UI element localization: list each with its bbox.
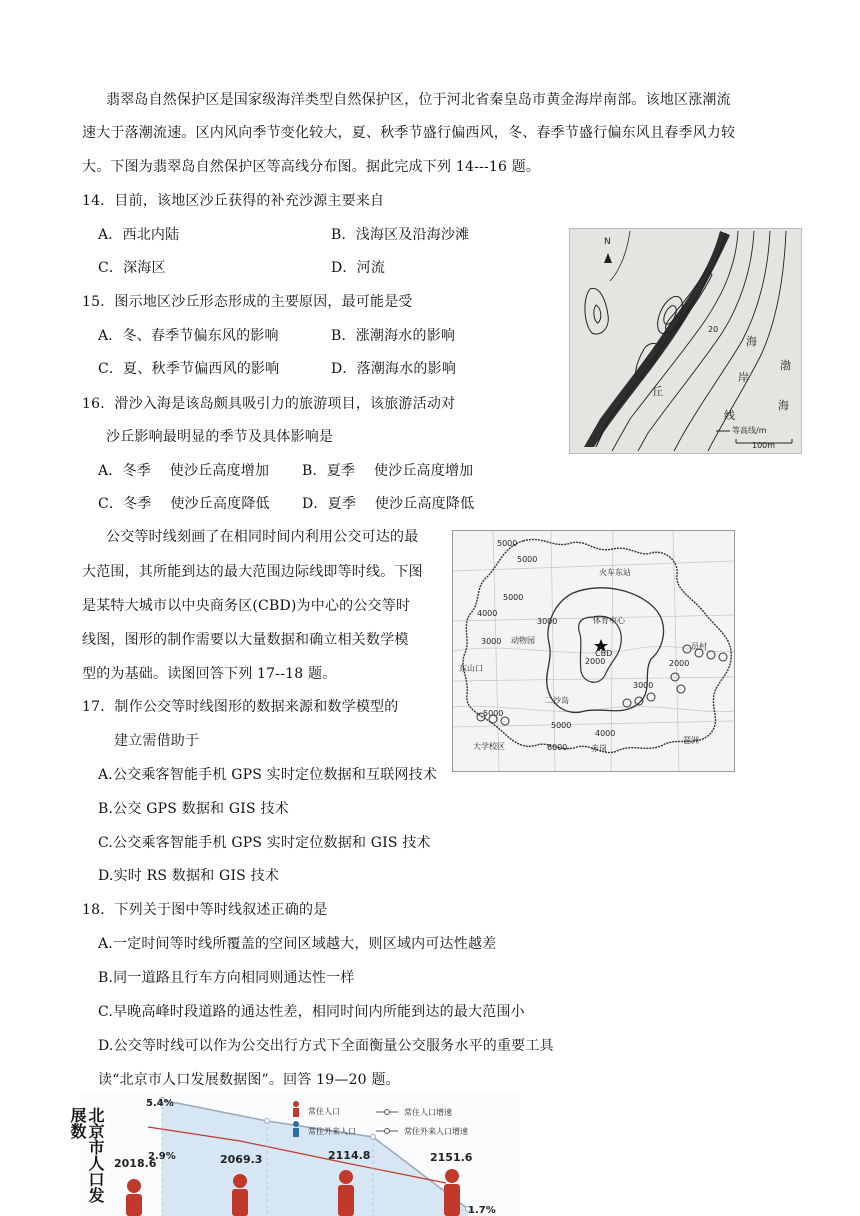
q16-stem-line-1: 16．滑沙入海是该岛颇具吸引力的旅游项目，该旅游活动对: [82, 396, 456, 412]
intro2-line-4: 线图，图形的制作需要以大量数据和确立相关数学模: [82, 632, 409, 648]
q15-option-c: C．夏、秋季节偏西风的影响: [98, 361, 280, 377]
place-chigang: 赤岗: [591, 744, 607, 753]
intro2-line-3: 是某特大城市以中央商务区(CBD)为中心的公交等时: [82, 598, 411, 614]
q16-stem-line-2: 沙丘影响最明显的季节及具体影响是: [106, 429, 334, 445]
isochrone-3000-c: 3000: [633, 681, 654, 690]
place-railway-east: 火车东站: [599, 568, 631, 577]
isochrone-map-figure: [452, 530, 735, 772]
population-label-3: 2114.8: [328, 1149, 371, 1162]
legend-migrant-growth-icon: [376, 1129, 398, 1134]
map1-label-xian: 线: [724, 409, 735, 422]
map1-legend-scale: 100m: [752, 441, 776, 450]
legend-migrant-label: 常住外来人口: [308, 1127, 356, 1136]
isochrone-5000-d: 5000: [483, 709, 504, 718]
intro1-line-1: 翡翠岛自然保护区是国家级海洋类型自然保护区，位于河北省秦皇岛市黄金海岸南部。该地区涨潮流: [106, 92, 731, 108]
isochrone-5000-c: 5000: [503, 593, 524, 602]
north-label: N: [604, 237, 611, 247]
q15-option-b: B．涨潮海水的影响: [331, 328, 456, 344]
map1-contour-value: 20: [708, 325, 719, 334]
legend-resident-label: 常住人口: [308, 1107, 340, 1116]
q14-option-a: A．西北内陆: [98, 227, 180, 243]
q16-option-a: A．冬季 使沙丘高度增加: [98, 463, 270, 479]
isochrone-2000-b: 2000: [669, 659, 690, 668]
q15-option-a: A．冬、春季节偏东风的影响: [98, 328, 279, 344]
place-zoo: 动物园: [511, 636, 535, 645]
isochrone-5000-e: 5000: [551, 721, 572, 730]
q18-option-c: C.早晚高峰时段道路的通达性差，相同时间内所能到达的最大范围小: [98, 1004, 525, 1020]
population-label-4: 2151.6: [430, 1151, 473, 1164]
q16-option-d: D．夏季 使沙丘高度降低: [302, 496, 475, 512]
place-ershadao: 二沙岛: [545, 696, 569, 705]
intro3-text: 读“北京市人口发展数据图”。回答 19—20 题。: [98, 1072, 400, 1088]
place-sports-center: 体育中心: [593, 616, 625, 625]
population-chart: [68, 1093, 520, 1216]
intro1-line-3: 大。下图为翡翠岛自然保护区等高线分布图。据此完成下列 14---16 题。: [82, 159, 541, 175]
person-icon-4: [444, 1169, 460, 1216]
map1-label-hai-2: 海: [778, 399, 789, 412]
q17-option-a: A.公交乘客智能手机 GPS 实时定位数据和互联网技术: [98, 767, 438, 783]
legend-resident-icon: [293, 1101, 299, 1117]
map1-label-dune: 丘: [652, 385, 663, 398]
growth-label-migrant-2015: 2.9%: [148, 1151, 176, 1162]
map1-legend-contour: 等高线/m: [732, 426, 767, 435]
contour-map-drawing: [570, 229, 801, 453]
isochrone-6000: 6000: [547, 743, 568, 752]
q17-option-c: C.公交乘客智能手机 GPS 实时定位数据和 GIS 技术: [98, 835, 431, 851]
intro2-line-1: 公交等时线刻画了在相同时间内利用公交可达的最: [106, 529, 419, 545]
contour-map-figure: [569, 228, 802, 454]
person-icon-2: [232, 1174, 248, 1216]
isochrone-4000-b: 4000: [595, 729, 616, 738]
isochrone-5000-b: 5000: [517, 555, 538, 564]
legend-migrant-growth-label: 常住外来人口增速: [404, 1127, 468, 1136]
place-dongshankou: 东山口: [459, 664, 483, 673]
growth-label-2015: 5.4%: [146, 1098, 174, 1109]
isochrone-3000-a: 3000: [481, 637, 502, 646]
map1-label-an: 岸: [738, 371, 749, 384]
person-icon-1: [126, 1179, 142, 1216]
growth-label-last: 1.7%: [468, 1205, 496, 1216]
q18-stem: 18．下列关于图中等时线叙述正确的是: [82, 902, 328, 918]
legend-resident-growth-label: 常住人口增速: [404, 1108, 452, 1117]
intro2-line-5: 型的为基础。读图回答下列 17--18 题。: [82, 666, 337, 682]
place-yuancun: 员村: [691, 642, 707, 651]
intro2-line-2: 大范围，其所能到达的最大范围边际线即等时线。下图: [82, 564, 423, 580]
place-university: 大学校区: [473, 742, 505, 751]
q17-stem-line-2: 建立需借助于: [114, 733, 200, 749]
q15-option-d: D．落潮海水的影响: [331, 361, 457, 377]
q18-option-a: A.一定时间等时线所覆盖的空间区域越大，则区域内可达性越差: [98, 936, 497, 952]
population-label-1: 2018.6: [114, 1157, 157, 1170]
legend-resident-growth-icon: [376, 1110, 398, 1115]
chart-title: 北京市人口发展数: [68, 1107, 105, 1203]
q14-stem: 14．目前，该地区沙丘获得的补充沙源主要来自: [82, 193, 385, 209]
q14-option-b: B．浅海区及沿海沙滩: [331, 227, 470, 243]
q17-stem-line-1: 17．制作公交等时线图形的数据来源和数学模型的: [82, 699, 399, 715]
q17-option-d: D.实时 RS 数据和 GIS 技术: [98, 868, 280, 884]
map1-label-hai: 海: [746, 335, 757, 348]
q18-option-b: B.同一道路且行车方向相同则通达性一样: [98, 970, 355, 986]
q17-option-b: B.公交 GPS 数据和 GIS 技术: [98, 801, 289, 817]
q16-option-b: B．夏季 使沙丘高度增加: [302, 463, 474, 479]
legend-migrant-icon: [293, 1121, 299, 1137]
population-label-2: 2069.3: [220, 1153, 263, 1166]
q14-option-c: C．深海区: [98, 260, 166, 276]
q15-stem: 15．图示地区沙丘形态形成的主要原因，最可能是受: [82, 294, 413, 310]
place-cbd: CBD: [595, 649, 613, 658]
map1-label-bo: 渤: [780, 359, 791, 372]
q16-option-c: C．冬季 使沙丘高度降低: [98, 496, 270, 512]
person-icon-3: [338, 1170, 354, 1216]
isochrone-5000-a: 5000: [497, 539, 518, 548]
q14-option-d: D．河流: [331, 260, 386, 276]
intro1-line-2: 速大于落潮流速。区内风向季节变化较大，夏、秋季节盛行偏西风，冬、春季节盛行偏东风且春季风力较: [82, 125, 736, 141]
place-pazhou: 琶洲: [683, 736, 699, 745]
isochrone-2000-a: 2000: [585, 657, 606, 666]
isochrone-4000-a: 4000: [477, 609, 498, 618]
isochrone-3000-b: 3000: [537, 617, 558, 626]
q18-option-d: D.公交等时线可以作为公交出行方式下全面衡量公交服务水平的重要工具: [98, 1038, 554, 1054]
